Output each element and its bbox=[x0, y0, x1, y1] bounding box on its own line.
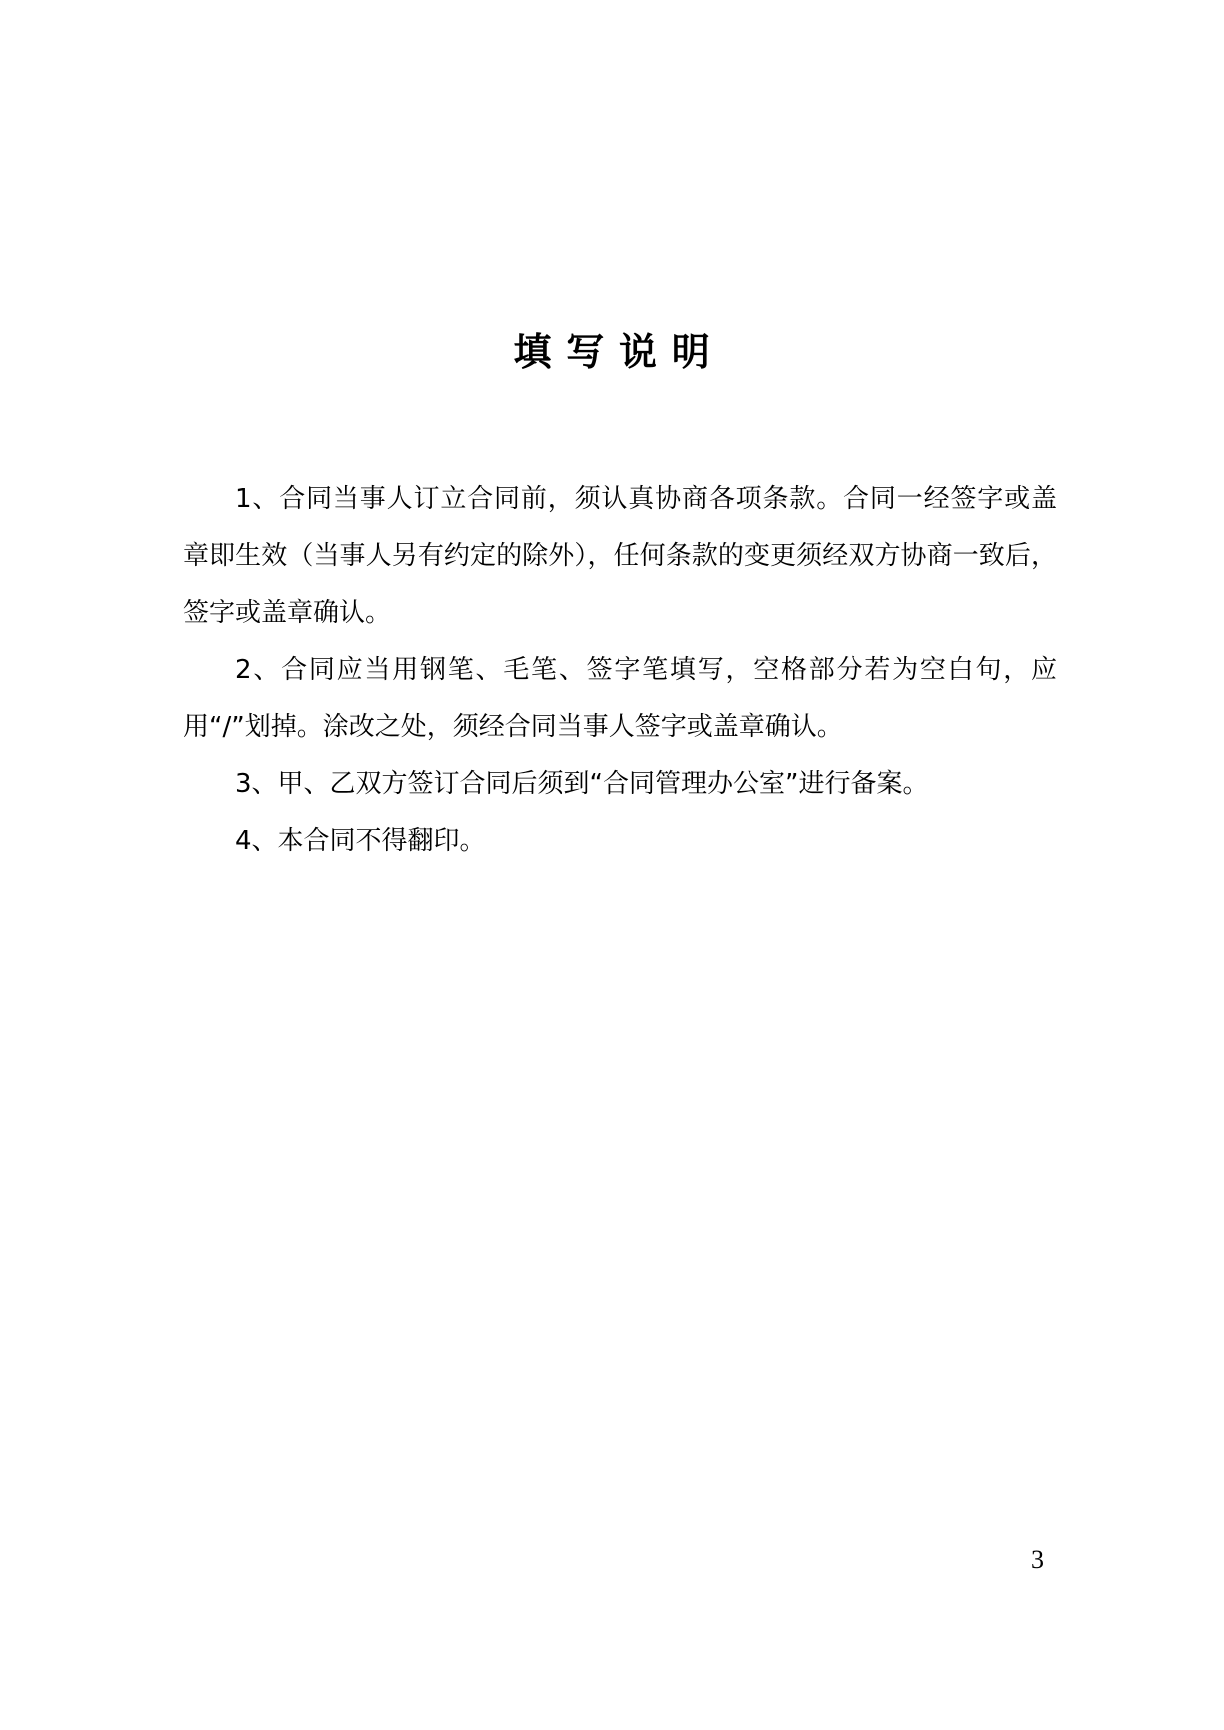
instruction-item-2: 2、合同应当用钢笔、毛笔、签字笔填写，空格部分若为空白句，应用“/”划掉。涂改之处，须经合同当事人签字或盖章确认。 bbox=[183, 655, 1057, 742]
instruction-item-3: 3、甲、乙双方签订合同后须到“合同管理办公室”进行备案。 bbox=[235, 769, 929, 799]
instruction-item-1: 1、合同当事人订立合同前，须认真协商各项条款。合同一经签字或盖章即生效（当事人另有约定的除外），任何条款的变更须经双方协商一致后，签字或盖章确认。 bbox=[183, 484, 1057, 628]
page-title: 填 写 说 明 bbox=[513, 330, 711, 374]
instructions-body bbox=[183, 471, 1057, 870]
page-number: 3 bbox=[1031, 1545, 1044, 1574]
instruction-item-4: 4、本合同不得翻印。 bbox=[235, 826, 486, 856]
